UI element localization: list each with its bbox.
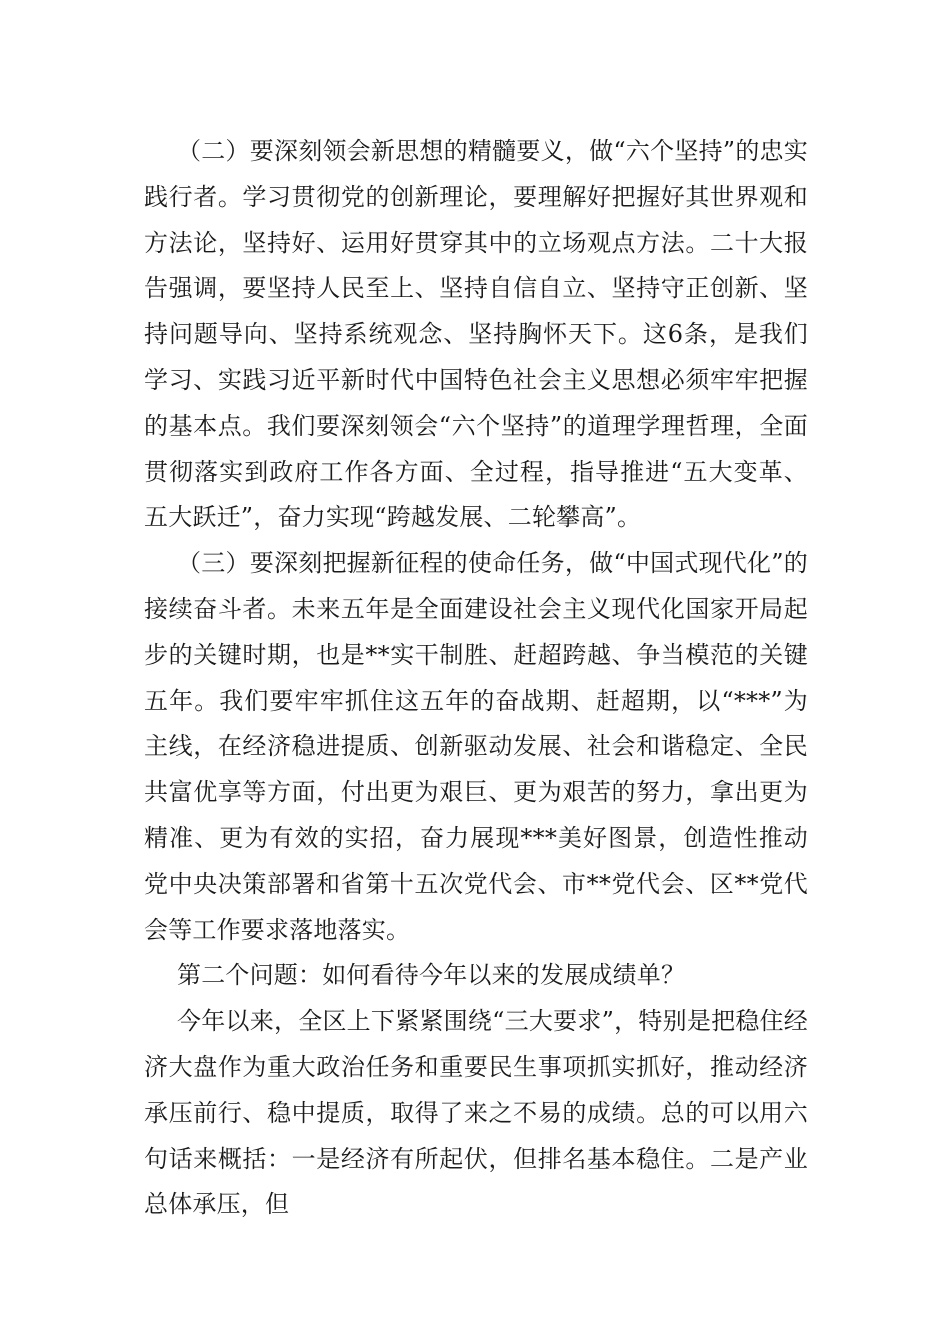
paragraph-achievements: 今年以来，全区上下紧紧围绕“三大要求”，特别是把稳住经济大盘作为重大政治任务和重要民生事项抓实抓好，推动经济承压前行、稳中提质，取得了来之不易的成绩。总的可以用六句话来概括：一是经济有所起伏，但排名基本稳住。二是产业总体承压，但 [144, 1007, 808, 1219]
paragraph-three: （三）要深刻把握新征程的使命任务，做“中国式现代化”的接续奋斗者。未来五年是全面建设社会主义现代化国家开局起步的关键时期，也是**实干制胜、赶超跨越、争当模范的关键五年。我们要牢牢抓住这五年的奋战期、赶超期，以“***”为主线，在经济稳进提质、创新驱动发展、社会和谐稳定、全民共富优享等方面，付出更为艰巨、更为艰苦的努力，拿出更为精准、更为有效的实招，奋力展现***美好图景，创造性推动党中央决策部署和省第十五次党代会、市**党代会、区**党代会等工作要求落地落实。 [144, 549, 808, 944]
section-heading-question-two: 第二个问题：如何看待今年以来的发展成绩单？ [177, 961, 686, 990]
paragraph-two: （二）要深刻领会新思想的精髓要义，做“六个坚持”的忠实践行者。学习贯彻党的创新理论，要理解好把握好其世界观和方法论，坚持好、运用好贯穿其中的立场观点方法。二十大报告强调，要坚持人民至上、坚持自信自立、坚持守正创新、坚持问题导向、坚持系统观念、坚持胸怀天下。这6条，是我们学习、实践习近平新时代中国特色社会主义思想必须牢牢把握的基本点。我们要深刻领会“六个坚持”的道理学理哲理，全面贯彻落实到政府工作各方面、全过程，指导推进“五大变革、五大跃迁”，奋力实现“跨越发展、二轮攀高”。 [144, 137, 808, 532]
document-body [144, 129, 808, 1228]
